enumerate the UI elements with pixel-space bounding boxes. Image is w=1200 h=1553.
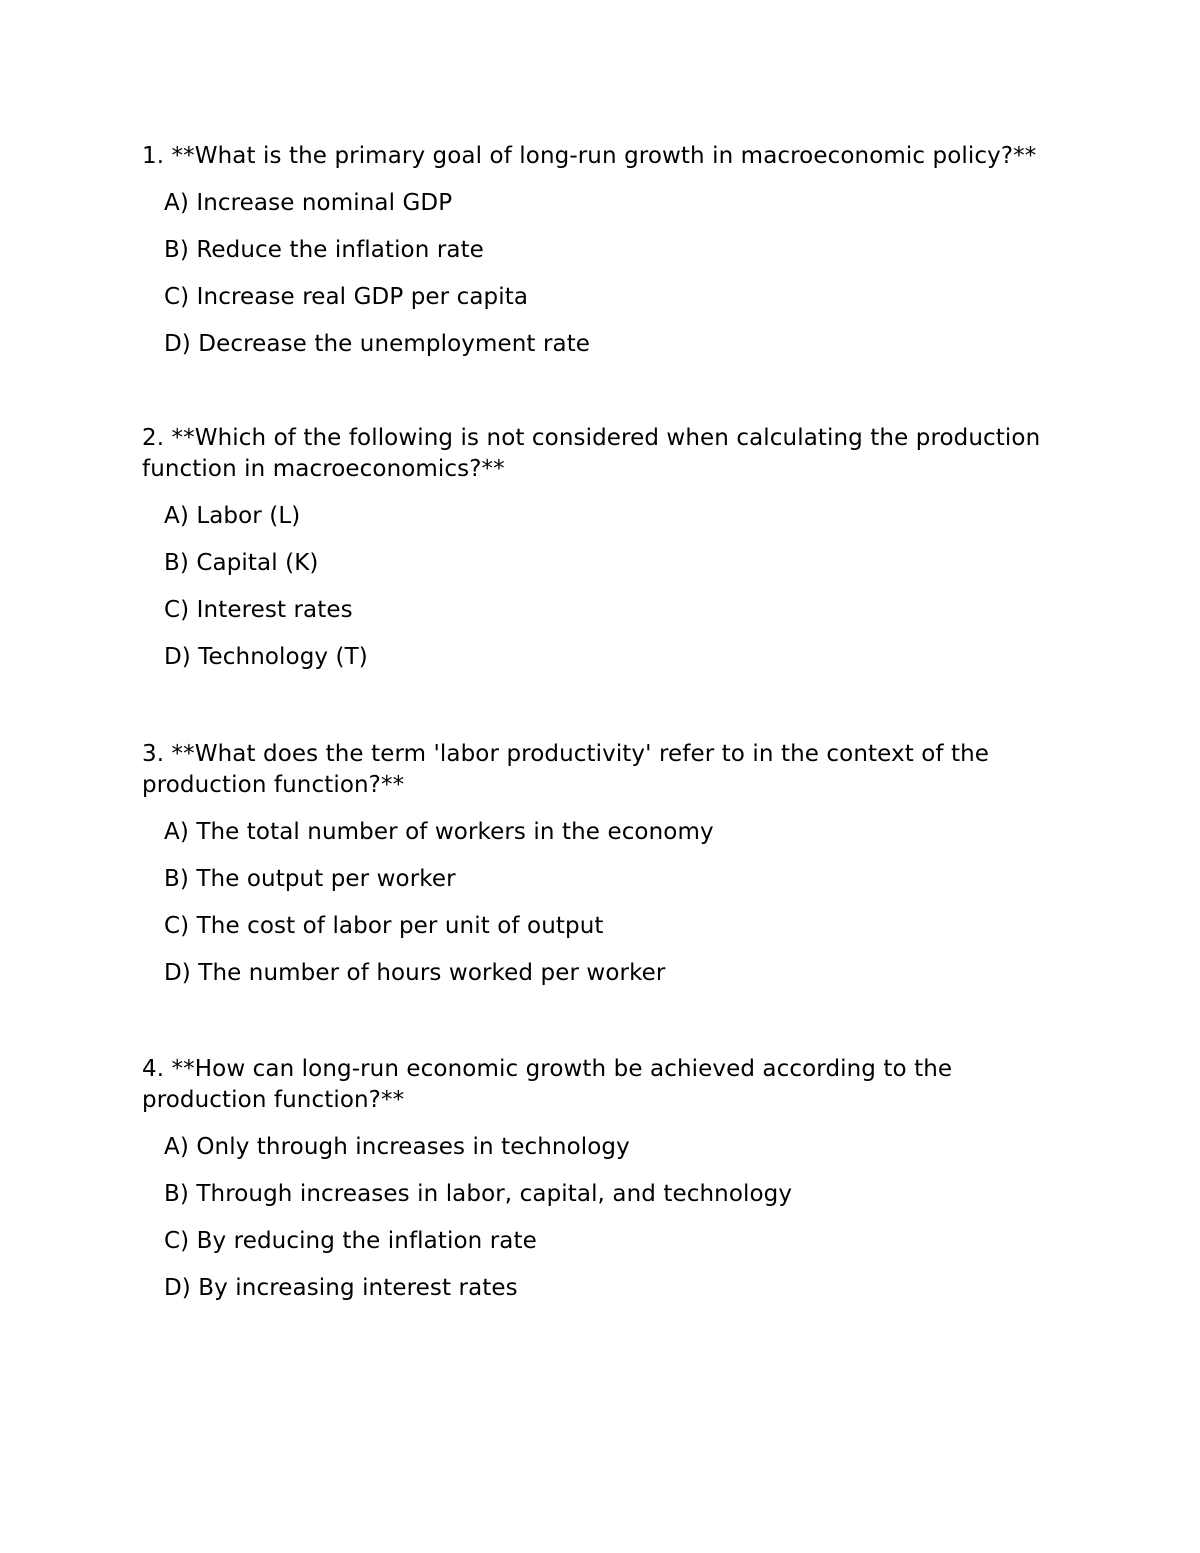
option-b: B) Through increases in labor, capital, and technology [164, 1181, 793, 1207]
option-a: A) The total number of workers in the economy [164, 819, 714, 845]
question-3 [142, 739, 1072, 989]
option-b: B) Reduce the inflation rate [164, 237, 484, 263]
question-4 [142, 1054, 1072, 1304]
option-d: D) Decrease the unemployment rate [164, 331, 591, 357]
question-text: 4. **How can long-run economic growth be achieved according to the production function?** [142, 1056, 953, 1113]
option-d: D) Technology (T) [164, 644, 368, 670]
option-d: D) The number of hours worked per worker [164, 960, 666, 986]
option-b: B) The output per worker [164, 866, 456, 892]
question-text: 2. **Which of the following is not considered when calculating the production function in macroeconomics?** [142, 425, 1041, 482]
answer-options [142, 188, 1072, 360]
option-c: C) The cost of labor per unit of output [164, 913, 604, 939]
option-d: D) By increasing interest rates [164, 1275, 518, 1301]
answer-options [142, 817, 1072, 989]
option-c: C) Increase real GDP per capita [164, 284, 529, 310]
option-b: B) Capital (K) [164, 550, 319, 576]
question-1 [142, 141, 1072, 360]
question-text: 1. **What is the primary goal of long-run growth in macroeconomic policy?** [142, 143, 1037, 169]
option-a: A) Labor (L) [164, 503, 301, 529]
option-a: A) Increase nominal GDP [164, 190, 453, 216]
option-c: C) Interest rates [164, 597, 353, 623]
question-2 [142, 423, 1072, 673]
question-text: 3. **What does the term 'labor productivity' refer to in the context of the production function?** [142, 741, 990, 798]
answer-options [142, 501, 1072, 673]
option-c: C) By reducing the inflation rate [164, 1228, 537, 1254]
option-a: A) Only through increases in technology [164, 1134, 630, 1160]
answer-options [142, 1132, 1072, 1304]
